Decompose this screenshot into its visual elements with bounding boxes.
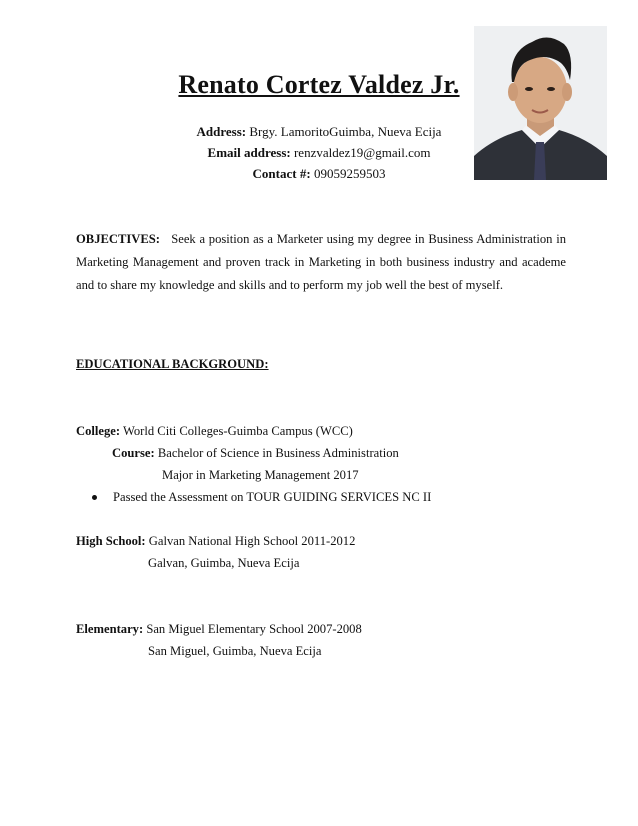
address-label: Address:	[196, 124, 247, 139]
highschool-address: Galvan, Guimba, Nueva Ecija	[148, 556, 300, 570]
course-major: Major in Marketing Management 2017	[162, 468, 359, 482]
address-value: Brgy. LamoritoGuimba, Nueva Ecija	[249, 124, 442, 139]
course-label: Course:	[112, 446, 155, 460]
elementary-label: Elementary:	[76, 622, 144, 636]
objectives-text: Seek a position as a Marketer using my degree in Business Administration in Marketing Management and proven track in Marketing in both business industry and academe and to share my knowledge and skills and to perform my job well the best of myself.	[76, 232, 566, 292]
course-line	[112, 446, 399, 461]
education-heading: EDUCATIONAL BACKGROUND:	[76, 357, 269, 371]
elementary-line	[76, 622, 362, 637]
course-value: Bachelor of Science in Business Administration	[157, 446, 399, 460]
college-value: World Citi Colleges-Guimba Campus (WCC)	[122, 424, 353, 438]
contact-label: Contact #:	[252, 166, 311, 181]
resume-name: Renato Cortez Valdez Jr.	[178, 70, 460, 99]
objectives-label: OBJECTIVES:	[76, 232, 160, 246]
objectives-paragraph	[76, 228, 566, 297]
assessment-bullet	[92, 490, 431, 505]
profile-photo	[474, 26, 607, 180]
highschool-line	[76, 534, 355, 549]
elementary-value: San Miguel Elementary School 2007-2008	[146, 622, 362, 636]
email-value: renzvaldez19@gmail.com	[293, 145, 431, 160]
college-label: College:	[76, 424, 121, 438]
highschool-label: High School:	[76, 534, 146, 548]
email-label: Email address:	[207, 145, 291, 160]
highschool-value: Galvan National High School 2011-2012	[148, 534, 356, 548]
assessment-text: Passed the Assessment on TOUR GUIDING SERVICES NC II	[113, 490, 432, 504]
college-line	[76, 424, 353, 439]
elementary-address: San Miguel, Guimba, Nueva Ecija	[148, 644, 322, 658]
contact-value: 09059259503	[313, 166, 386, 181]
bullet-icon	[92, 495, 97, 500]
